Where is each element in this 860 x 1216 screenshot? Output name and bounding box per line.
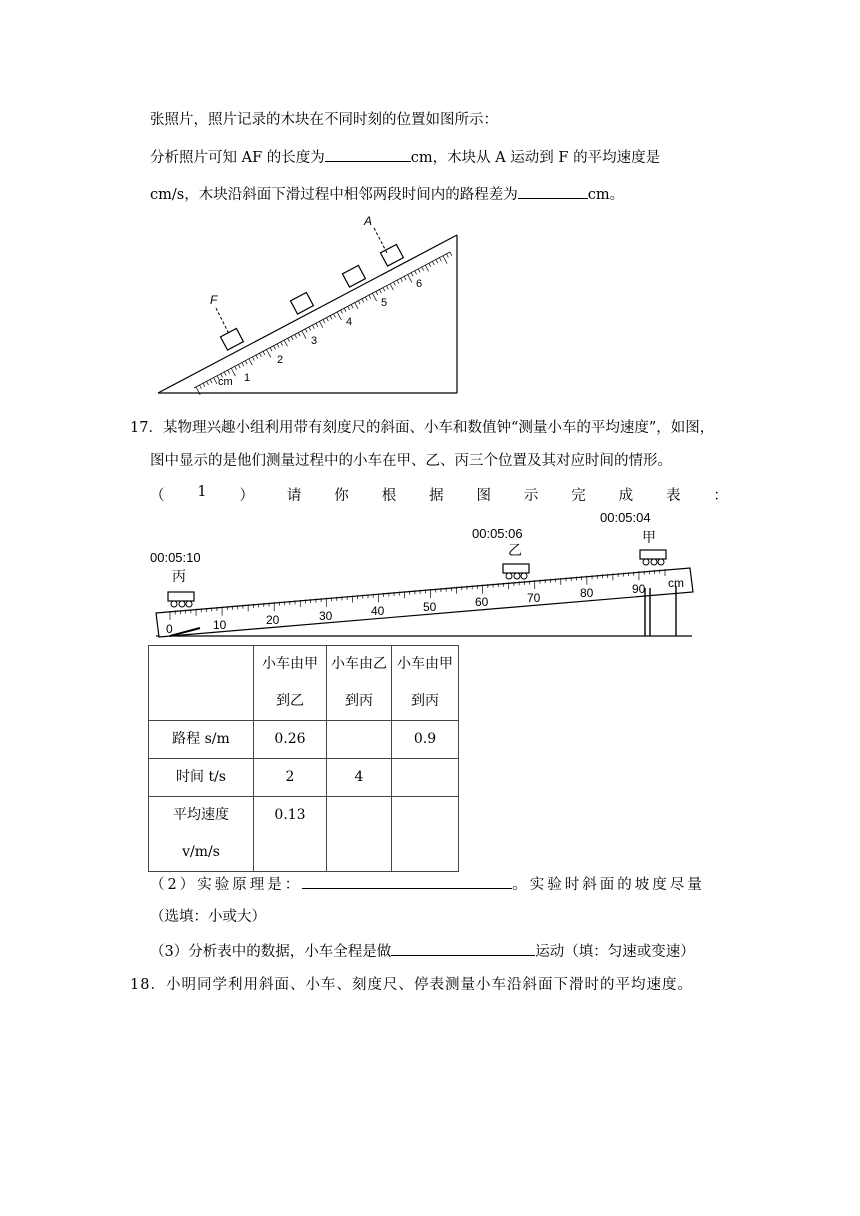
ruler-tick [415,271,417,275]
ruler-tick [376,291,378,295]
ruler-tick [327,318,329,322]
tick-40: 40 [371,604,385,618]
ruler-tick [312,325,314,329]
table-cell: 0.13 [254,797,327,872]
tick-label-2: 2 [277,354,284,366]
time-bing: 00:05:10 [150,550,201,565]
q18-line1: 18．小明同学利用斜面、小车、刻度尺、停表测量小车沿斜面下滑时的平均速度。 [130,977,693,993]
ruler-tick [203,383,205,387]
ruler-tick [450,252,452,256]
label-jia: 甲 [642,529,656,545]
ruler-tick [238,365,240,369]
ruler-tick [401,278,403,282]
ruler-tick [207,381,209,385]
ruler-tick [256,355,258,359]
q17-line2: 图中显示的是他们测量过程中的小车在甲、乙、丙三个位置及其对应时间的情形。 [150,453,672,469]
ruler-tick [298,333,300,337]
tick-60: 60 [475,595,489,609]
ruler-tick [210,380,212,384]
ruler-tick [422,267,424,271]
q17-part2-choice: （选填：小或大） [150,909,266,925]
row-label-time: 时间 t/s [149,759,254,797]
ruler-tick [249,359,252,365]
ruler-tick [263,351,265,355]
motion-type-blank[interactable] [391,941,535,956]
ruler-tick [281,342,283,346]
ruler-tick [319,321,322,327]
ruler-tick [383,288,385,292]
ruler-tick [436,260,438,264]
ruler-tick [214,378,217,384]
tick-10: 10 [213,618,227,632]
ruler-tick [323,320,325,324]
af-length-blank[interactable] [325,147,411,162]
ruler-tick [228,370,230,374]
q18-number: 18． [130,977,166,993]
ruler-tick [432,261,434,265]
ruler-tick [224,372,226,376]
table-corner-cell [149,646,254,721]
tick-label-4: 4 [346,316,353,328]
q17-line1: 17．某物理兴趣小组利用带有刻度尺的斜面、小车和数值钟“测量小车的平均速度”，如图， [130,420,715,436]
ruler-tick [369,295,371,299]
principle-blank[interactable] [302,874,512,889]
ruler-tick [418,269,420,273]
ruler-tick [443,256,447,264]
tick-0: 0 [166,622,173,636]
ruler-tick [394,282,396,286]
tick-30: 30 [319,609,333,623]
ruler-tick [397,280,399,284]
header-jia-to-bing: 小车由甲 到丙 [392,646,459,721]
ruler-tick [330,316,332,320]
ruler-tick [291,336,293,340]
q16-text-line1: 张照片，照片记录的木块在不同时刻的位置如图所示： [150,112,498,128]
ruler-tick [358,301,360,305]
ruler-tick [429,263,431,267]
table-cell[interactable] [392,797,459,872]
q17-number: 17． [130,420,163,436]
table-row-time [149,759,459,797]
ruler-tick [348,306,350,310]
ruler-tick [344,308,346,312]
tick-50: 50 [423,600,437,614]
unit-cm: cm [218,376,233,388]
ruler-tick [372,293,376,301]
ruler-tick [351,305,353,309]
tick-label-6: 6 [416,278,423,290]
ruler-tick [341,310,343,314]
table-cell: 0.9 [392,721,459,759]
ruler-tick [387,286,389,290]
ruler-ticks [196,252,452,395]
ruler-tick [200,385,202,389]
ruler-tick [267,350,271,358]
ruler-tick [404,276,406,280]
ruler-tick [362,299,364,303]
table-row-distance [149,721,459,759]
ruler-tick [277,344,279,348]
ruler-tick [242,363,244,367]
ruler-tick [252,357,254,361]
incline-cart-figure [140,505,700,645]
ruler-tick [337,312,341,320]
tick-90: 90 [632,582,646,596]
incline-block-figure [150,210,470,400]
block-f [220,328,243,350]
ruler-tick [446,254,448,258]
cart-bing [168,592,194,607]
ruler-tick [270,348,272,352]
q16-text-line3: cm/s，木块沿斜面下滑过程中相邻两段时间内的路程差为 cm。 [150,184,624,205]
unit-cm: cm [668,576,684,590]
table-cell: 2 [254,759,327,797]
ruler-tick [408,275,412,283]
table-row-speed [149,797,459,872]
tick-label-5: 5 [381,297,388,309]
ruler-tick [302,331,306,339]
q17-part3: （3）分析表中的数据，小车全程是做 运动（填：匀速或变速） [150,941,695,962]
ruler-tick [231,368,235,376]
q16-text-line2: 分析照片可知 AF 的长度为 cm，木块从 A 运动到 F 的平均速度是 [150,147,660,168]
table-cell: 4 [327,759,392,797]
table-cell[interactable] [392,759,459,797]
time-jia: 00:05:04 [600,510,651,525]
ruler-tick [196,387,200,395]
table-cell[interactable] [327,721,392,759]
tick-20: 20 [266,613,280,627]
ruler-tick [309,327,311,331]
tick-label-1: 1 [244,372,251,384]
ruler-tick [274,346,276,350]
table-cell[interactable] [327,797,392,872]
q17-part1: （ 1 ） 请 你 根 据 图 示 完 成 表 ： [150,484,728,504]
block-3 [342,265,365,287]
ruler-tick [379,290,381,294]
ruler-tick [365,297,367,301]
label-f: F [210,293,218,307]
label-bing: 丙 [172,568,186,584]
label-yi: 乙 [508,542,522,558]
tick-70: 70 [527,591,541,605]
block-2 [290,292,313,314]
ruler-tick [411,273,413,277]
time-yi: 00:05:06 [472,526,523,541]
ruler-tick [295,335,297,339]
ruler-tick [390,284,393,290]
ruler-tick [284,340,287,346]
table-cell: 0.26 [254,721,327,759]
ruler-tick [288,338,290,342]
q17-part2: （2）实验原理是： 。实验时斜面的坡度尽量 [150,874,705,895]
ruler-tick [245,361,247,365]
header-jia-to-yi: 小车由甲 到乙 [254,646,327,721]
ruler-tick [305,329,307,333]
ruler-tick [260,353,262,357]
ruler-tick [439,258,441,262]
measurement-table [148,645,459,872]
ruler-tick [235,366,237,370]
tick-label-3: 3 [311,335,318,347]
ruler-tick [355,303,358,309]
row-label-speed: 平均速度 v/m/s [149,797,254,872]
ruler-tick [425,265,428,271]
header-yi-to-bing: 小车由乙 到丙 [327,646,392,721]
tick-80: 80 [580,586,594,600]
ruler-tick [316,323,318,327]
cart-jia [640,550,666,565]
row-label-distance: 路程 s/m [149,721,254,759]
cart-yi [503,564,529,579]
table-header-row [149,646,459,721]
label-a: A [364,214,373,228]
ruler-tick [334,314,336,318]
distance-difference-blank[interactable] [518,184,588,199]
